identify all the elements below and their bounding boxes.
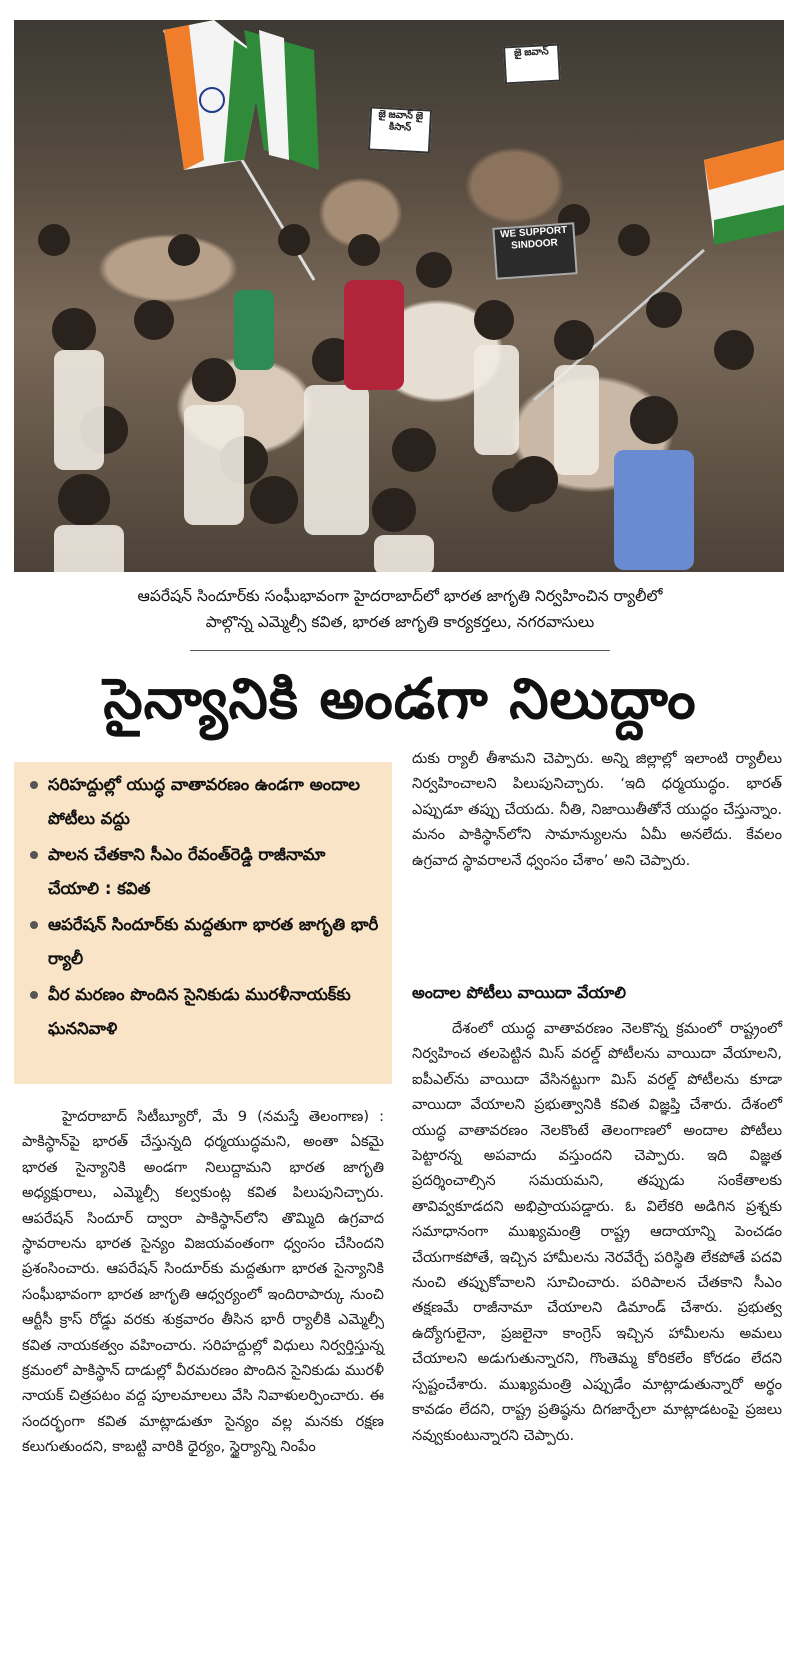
caption-line: పాల్గొన్న ఎమ్మెల్సీ కవిత, భారత జాగృతి కార్యకర్తలు, నగరవాసులు bbox=[205, 613, 595, 631]
article-paragraph: హైదరాబాద్ సిటీబ్యూరో, మే 9 (నమస్తే తెలంగాణ) : పాకిస్థాన్‌పై భారత్ చేస్తున్నది ధర్మయుద్ధమని, అంతా ఏకమై భారత సైన్యానికి అండగా నిలుద్దామని భారత జాగృతి అధ్యక్షురాలు, ఎమ్మెల్సీ కల్వకుంట్ల కవిత పిలుపునిచ్చారు. ఆపరేషన్ సిందూర్ ద్వారా పాకిస్థాన్‌లోని తొమ్మిది ఉగ్రవాద స్థావరాలను భారత సైన్యం విజయవంతంగా ధ్వంసం చేసిందని ప్రశంసించారు. ఆపరేషన్ సిందూర్‌కు మద్దతుగా భారత సైన్యానికి సంఘీభావంగా భారత జాగృతి ఆధ్వర్యంలో ఇందిరాపార్కు నుంచి ఆర్టీసీ క్రాస్ రోడ్డు వరకు శుక్రవారం తీసిన భారీ ర్యాలీకి ఎమ్మెల్సీ కవిత నాయకత్వం వహించారు. సరిహద్దుల్లో విధులు నిర్వర్తిస్తున్న క్రమంలో పాకిస్థాన్ దాడుల్లో వీరమరణం పొందిన సైనికుడు మురళీ నాయక్ చిత్రపటం వద్ద పూలమాలలు వేసి నివాళులర్పించారు. ఈ సందర్భంగా కవిత మాట్లాడుతూ సైన్యం వల్ల మనకు రక్షణ కలుగుతుందని, కాబట్టి వారికి ధైర్యం, స్థైర్యాన్ని నింపేం bbox=[22, 1108, 384, 1456]
protest-sign: జై జవాన్ జై కిసాన్ bbox=[368, 106, 432, 153]
highlight-item: సరిహద్దుల్లో యుద్ధ వాతావరణం ఉండగా అందాల పోటీలు వద్దు bbox=[26, 768, 380, 836]
article-column-right-top bbox=[412, 746, 782, 873]
rally-crowd-illustration bbox=[14, 20, 784, 572]
caption-line: ఆపరేషన్ సిందూర్‌కు సంఘీభావంగా హైదరాబాద్‌లో భారత జాగృతి నిర్వహించిన ర్యాలీలో bbox=[137, 587, 663, 605]
highlights-box bbox=[14, 762, 392, 1084]
article-subheading: అందాల పోటీలు వాయిదా వేయాలి bbox=[412, 983, 626, 1002]
bullet-icon bbox=[30, 921, 38, 929]
highlight-item: పాలన చేతకాని సీఎం రేవంత్‌రెడ్డి రాజీనామా చేయాలి : కవిత bbox=[26, 838, 380, 906]
highlight-item: ఆపరేషన్ సిందూర్‌కు మద్దతుగా భారత జాగృతి భారీ ర్యాలీ bbox=[26, 908, 380, 976]
article-column-left bbox=[22, 1104, 384, 1460]
article-column-right-bottom bbox=[412, 1016, 782, 1448]
bullet-icon bbox=[30, 991, 38, 999]
photo-caption bbox=[40, 583, 760, 635]
article-paragraph: దేశంలో యుద్ధ వాతావరణం నెలకొన్న క్రమంలో రాష్ట్రంలో నిర్వహించ తలపెట్టిన మిస్ వరల్డ్ పోటీలను వాయిదా వేయాలని, ఐపీఎల్‌ను వాయిదా వేసినట్టుగా మిస్ వరల్డ్ పోటీలను కూడా వాయిదా వేయాలని ప్రభుత్వానికి కవిత విజ్ఞప్తి చేశారు. దేశంలో యుద్ధ వాతావరణం నెలకొంటే తెలంగాణలో అందాల పోటీలు పెట్టారన్న అపవాదు వస్తుందని చెప్పారు. ఇది విజ్ఞత ప్రదర్శించాల్సిన సమయమని, తప్పుడు సంకేతాలకు తావివ్వకూడదని అభిప్రాయపడ్డారు. ఓ విలేకరి అడిగిన ప్రశ్నకు సమాధానంగా ముఖ్యమంత్రి రాష్ట్ర ఆదాయాన్ని పెంచడం చేయగాకపోతే, ఇచ్చిన హామీలను నెరవేర్చే పరిస్థితి లేకపోతే పదవి నుంచి తప్పుకోవాలని సూచించారు. పరిపాలన చేతకాని సీఎం తక్షణమే రాజీనామా చేయాలని డిమాండ్ చేశారు. ప్రభుత్వ ఉద్యోగులైనా, ప్రజలైనా కాంగ్రెస్ ఇచ్చిన హామీలను అమలు చేయాలని అడుగుతున్నారని, గొంతెమ్మ కోరికలేం కోరడం లేదని స్పష్టంచేశారు. ముఖ్యమంత్రి ఎప్పుడేం మాట్లాడుతున్నారో అర్థం కావడం లేదని, రాష్ట్ర ప్రతిష్ఠను దిగజార్చేలా మాట్లాడటంపై ప్రజలు నవ్వుకుంటున్నారని చెప్పారు. bbox=[412, 1020, 782, 1444]
article-paragraph: దుకు ర్యాలీ తీశామని చెప్పారు. అన్ని జిల్లాల్లో ఇలాంటి ర్యాలీలు నిర్వహించాలని పిలుపునిచ్చారు. ‘ఇది ధర్మయుద్ధం. భారత్ ఎప్పుడూ తప్పు చేయదు. నీతి, నిజాయితీతోనే యుద్ధం చేస్తున్నాం. మనం పాకిస్థాన్‌లోని సామాన్యులను ఏమీ అనలేదు. కేవలం ఉగ్రవాద స్థావరాలనే ధ్వంసం చేశాం’ అని చెప్పారు. bbox=[412, 750, 782, 869]
highlight-item: వీర మరణం పొందిన సైనికుడు మురళీనాయక్‌కు ఘననివాళి bbox=[26, 978, 380, 1046]
divider bbox=[190, 650, 610, 651]
bullet-icon bbox=[30, 781, 38, 789]
headline: సైన్యానికి అండగా నిలుద్దాం bbox=[103, 667, 697, 732]
protest-sign: జై జవాన్ bbox=[503, 44, 561, 85]
protest-sign: WE SUPPORT SINDOOR bbox=[492, 222, 577, 280]
rally-photo bbox=[14, 20, 784, 572]
bullet-icon bbox=[30, 851, 38, 859]
